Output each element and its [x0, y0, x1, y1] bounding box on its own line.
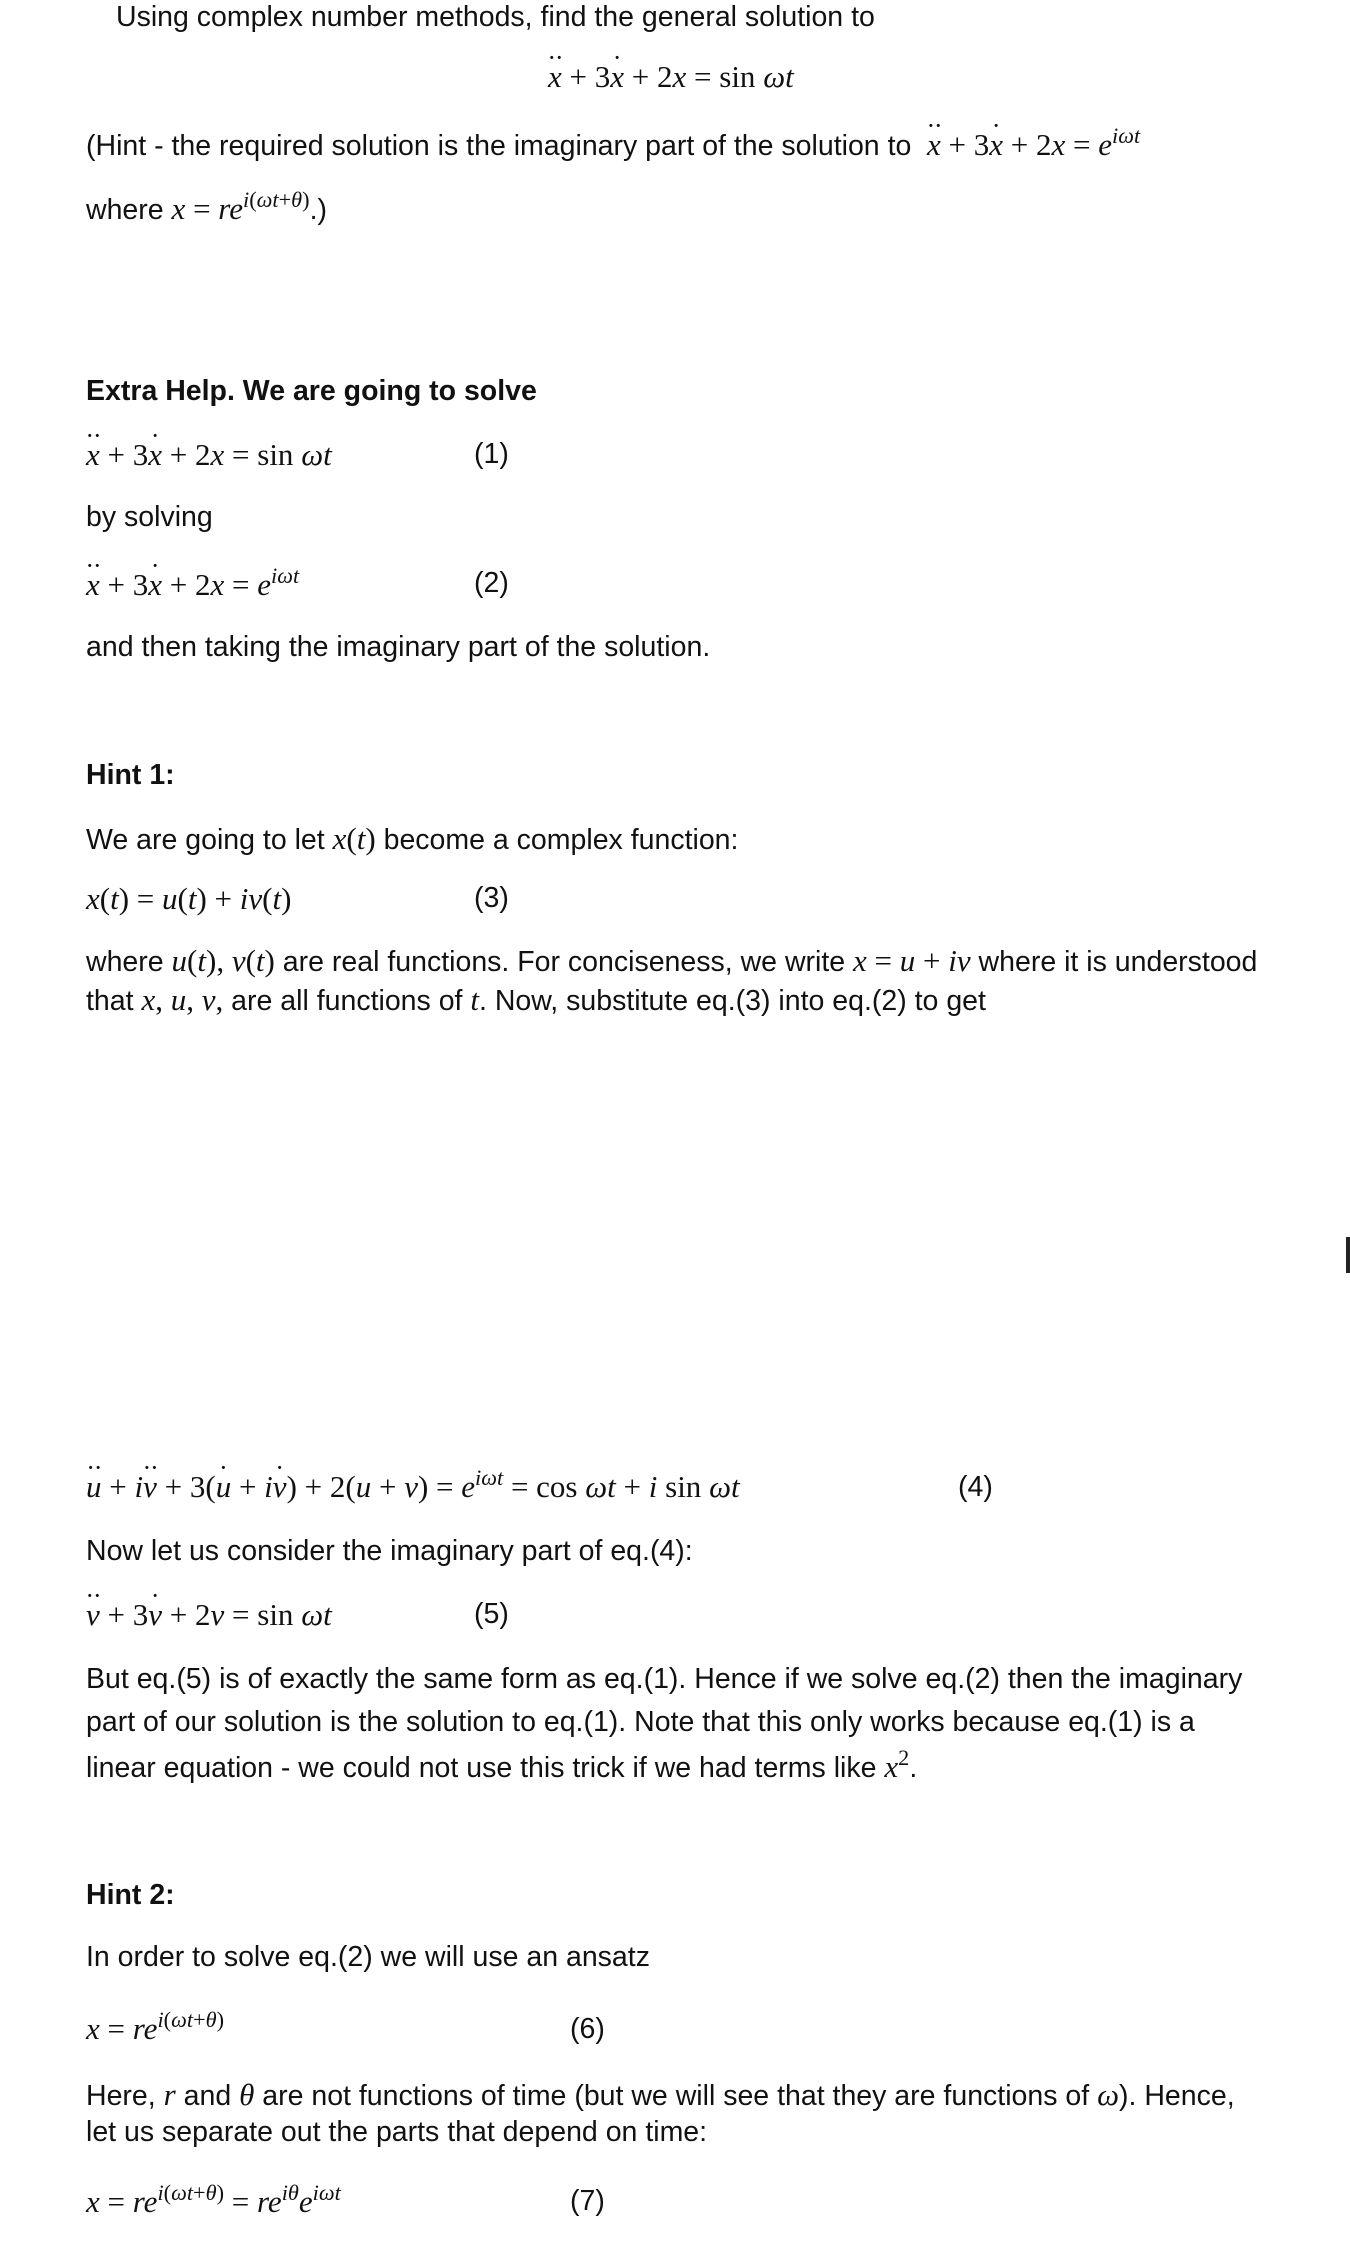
equation-2-label: (2) — [474, 567, 509, 599]
equation-4: ·· $u + i\cdot\cdot v + 3(\cdot u + i\cdot v) + 2(u + v) = e^{i\omega t} = \cos \omega t + i$ sin ωt — [86, 1468, 740, 1505]
hint1-line1-suffix: become a complex function: — [375, 824, 739, 856]
where-text: where $x = re^{i(\omega t+\theta)}$.) — [86, 186, 327, 226]
para-text: are real functions. For conciseness, we write — [274, 946, 854, 978]
equation-7-label: (7) — [570, 2185, 605, 2217]
main-equation: ·· x + 3· x + 2x = sin ωt — [548, 58, 794, 95]
para-text: where it is understood — [970, 946, 1258, 978]
by-solving-text: by solving — [86, 501, 213, 533]
hint1-heading: Hint 1: — [86, 759, 175, 791]
t-var: t — [470, 982, 480, 1017]
para-text: ). Hence, — [1119, 2080, 1235, 2112]
uv-vars: u(t), v(t) — [171, 943, 275, 978]
para-text: . Now, substitute eq.(3) into eq.(2) to get — [479, 985, 986, 1017]
r-var: r — [163, 2077, 176, 2112]
hint2-heading: Hint 2: — [86, 1879, 175, 1911]
extra-help-heading: Extra Help. We are going to solve — [86, 375, 537, 407]
para2-line3: linear equation - we could not use this trick if we had terms like $x^2$. — [86, 1744, 918, 1784]
equation-3: x(t) = u(t) + iv(t) — [86, 881, 292, 916]
equation-2: ·· $x + 3\cdot x + 2x = e^{i\omega t}$ — [86, 566, 299, 603]
hint2-line1: In order to solve eq.(2) we will use an ansatz — [86, 1941, 650, 1973]
para-text: Here, — [86, 2080, 164, 2112]
hint-prefix: (Hint - the required solution is the imaginary part of the solution to — [86, 130, 912, 162]
para-text: and — [175, 2080, 240, 2112]
equation-4-label: (4) — [958, 1471, 993, 1503]
hint-equation: ·· $x + 3\cdot x + 2x = e^{i\omega t}$ — [919, 127, 1140, 162]
equation-6: $x = re^{i(\omega t+\theta)}$ — [86, 2006, 225, 2046]
hint2-para-line1 — [86, 2076, 1235, 2113]
theta-var: θ — [239, 2077, 255, 2112]
hint1-para-line2 — [86, 981, 986, 1018]
hint2-para-line2: let us separate out the parts that depend on time: — [86, 2116, 708, 2148]
para2-line1: But eq.(5) is of exactly the same form as eq.(1). Hence if we solve eq.(2) then the imaginary — [86, 1663, 1243, 1695]
equation-5: ·· v + 3· v + 2v = sin ωt — [86, 1596, 332, 1633]
then-text: and then taking the imaginary part of the solution. — [86, 631, 711, 663]
equation-3-label: (3) — [474, 882, 509, 914]
page-edge-mark — [1346, 1237, 1350, 1273]
consider-text: Now let us consider the imaginary part of eq.(4): — [86, 1535, 693, 1567]
x-squared: $x^2$ — [884, 1744, 910, 1784]
xuv-vars: x, u, v, — [141, 982, 224, 1017]
equation-6-label: (6) — [570, 2013, 605, 2045]
omega-var: ω — [1097, 2077, 1119, 2112]
para-text: linear equation - we could not use this trick if we had terms like — [86, 1752, 885, 1784]
hint1-line1 — [86, 820, 738, 857]
equation-5-label: (5) — [474, 1598, 509, 1630]
hint1-line1-var: x(t) — [332, 821, 376, 856]
equation-1-label: (1) — [474, 438, 509, 470]
para-text: that — [86, 985, 142, 1017]
equation-7: $x = re^{i(\omega t+\theta)} = re^{i\theta}e^{i\omega t}$ — [86, 2179, 341, 2219]
hint1-line1-prefix: We are going to let — [86, 824, 333, 856]
para-text: are not functions of time (but we will see that they are functions of — [254, 2080, 1098, 2112]
equation-1: ·· x + 3· x + 2x = sin ωt — [86, 436, 332, 473]
problem-intro: Using complex number methods, find the general solution to — [116, 1, 875, 33]
para2-line2: part of our solution is the solution to eq.(1). Note that this only works because eq.(1) is a — [86, 1706, 1195, 1738]
para-text: where — [86, 946, 172, 978]
hint-text — [86, 122, 1141, 163]
x-uiv: x = u + iv — [853, 943, 971, 978]
para-text: are all functions of — [223, 985, 471, 1017]
hint1-para-line1 — [86, 942, 1257, 979]
